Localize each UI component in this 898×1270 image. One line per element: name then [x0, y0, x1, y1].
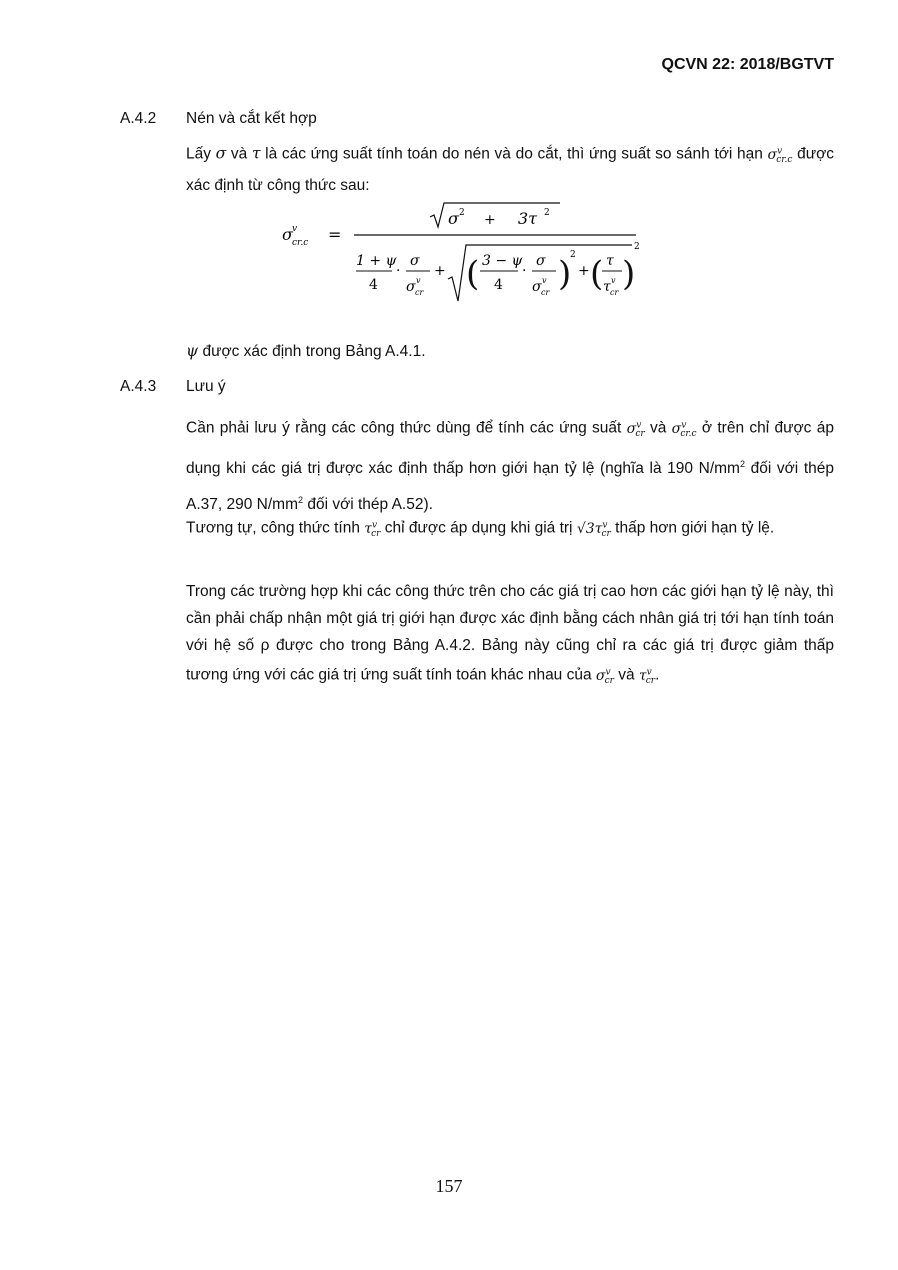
note-paragraph-3: Trong các trường hợp khi các công thức trên cho các giá trị cao hơn các giới hạn tỷ lệ này, thì cần phải chấp nhận một giá trị giới hạn được xác định bằng cách nhân giá trị tới hạn tính toán với hệ số ρ được cho trong Bảng A.4.2. Bảng này cũng chỉ ra các giá trị được giảm thấp tương ứng với các giá trị ứng suất tính toán khác nhau của $\sigma^v_{cr}$ và $\tau^v_{cr}$. [186, 583, 834, 687]
svg-text:σ: σ [448, 209, 459, 228]
svg-text:+: + [434, 263, 446, 279]
psi-note [186, 338, 834, 365]
svg-text:2: 2 [459, 208, 465, 218]
svg-text:cr: cr [415, 288, 424, 297]
formula-numerator [430, 203, 560, 228]
svg-text:4: 4 [494, 277, 503, 293]
note-paragraph-2: Tương tự, công thức tính $\tau^v_{cr}$ chỉ được áp dụng khi giá trị $√3\tau^v_{cr}$ thấp hơn giới hạn tỷ lệ. [186, 519, 775, 540]
intro-text-2: là các ứng suất tính toán do nén và do cắt, thì ứng suất so sánh tới hạn [265, 145, 763, 163]
svg-text:σ: σ [410, 253, 420, 269]
svg-text:3 − ψ: 3 − ψ [482, 253, 523, 269]
intro-text-3: được xác định từ công thức sau: [186, 145, 835, 195]
svg-text:cr: cr [610, 288, 619, 297]
svg-text:τ: τ [603, 279, 611, 295]
svg-text:cr: cr [541, 288, 550, 297]
sigma-symbol: σ [215, 144, 227, 163]
formula-equals: = [328, 225, 342, 244]
svg-text:4: 4 [369, 277, 378, 293]
svg-text:·: · [522, 263, 527, 279]
section-number: A.4.3 [120, 378, 157, 395]
section-title: Lưu ý [186, 378, 226, 395]
intro-text-1: Lấy [186, 145, 211, 163]
svg-text:cr.c: cr.c [292, 238, 309, 248]
intro-paragraph [186, 138, 834, 199]
formula-left-paren: ( [466, 254, 480, 294]
formula-lhs: σ [282, 225, 293, 244]
svg-text:v: v [416, 276, 421, 285]
tau-cr-symbol: $\tau^v_{cr}$ [638, 667, 656, 687]
svg-text:v: v [611, 276, 616, 285]
psi-note-text: được xác định trong Bảng A.4.1. [202, 343, 426, 360]
document-code-header: QCVN 22: 2018/BGTVT [661, 56, 834, 73]
section-title: Nén và cắt kết hợp [186, 110, 317, 127]
intro-and: và [230, 145, 248, 163]
svg-text:+: + [484, 212, 496, 228]
formula-denominator [356, 242, 640, 301]
sigma-crc-symbol: $\sigma^v_{cr.c}$ [767, 146, 793, 166]
psi-symbol: ψ [186, 342, 199, 360]
svg-text:2: 2 [570, 250, 576, 260]
page-number: 157 [435, 1176, 463, 1196]
sigma-crc-symbol: $\sigma^v_{cr.c}$ [671, 420, 697, 440]
section-number: A.4.2 [120, 110, 157, 127]
svg-text:·: · [396, 263, 401, 279]
sqrt3-tau-cr-symbol: $√3\tau^v_{cr}$ [576, 520, 611, 540]
note-paragraph-1: Cần phải lưu ý rằng các công thức dùng để tính các ứng suất $\sigma^v_{cr}$ và $\sigma^v_{cr.c}$ ở trên chỉ được áp dụng khi các giá trị được xác định thấp hơn giới hạn tỷ lệ (nghĩa là 190 $N/mm^2$ đối với thép A.37, 290 $N/mm^2$ đối với thép A.52). [186, 419, 834, 513]
svg-text:2: 2 [634, 242, 640, 252]
svg-text:σ: σ [406, 279, 416, 295]
sigma-cr-symbol: $\sigma^v_{cr}$ [626, 420, 645, 440]
tau-cr-symbol: $\tau^v_{cr}$ [364, 520, 381, 540]
svg-text:): ) [622, 254, 636, 294]
svg-text:1 + ψ: 1 + ψ [356, 253, 397, 269]
tau-symbol: τ [251, 144, 261, 163]
svg-text:+: + [578, 263, 590, 279]
svg-text:2: 2 [544, 208, 550, 218]
formula-svg [270, 195, 650, 305]
svg-text:σ: σ [536, 253, 546, 269]
svg-text:(: ( [590, 254, 604, 294]
combined-stress-formula [270, 195, 650, 305]
formula-right-paren: ) [558, 254, 572, 294]
svg-text:3τ: 3τ [518, 209, 538, 228]
svg-text:σ: σ [532, 279, 542, 295]
sigma-cr-symbol: $\sigma^v_{cr}$ [595, 667, 614, 687]
svg-text:τ: τ [606, 253, 614, 269]
svg-text:v: v [292, 224, 298, 234]
svg-text:v: v [542, 276, 547, 285]
